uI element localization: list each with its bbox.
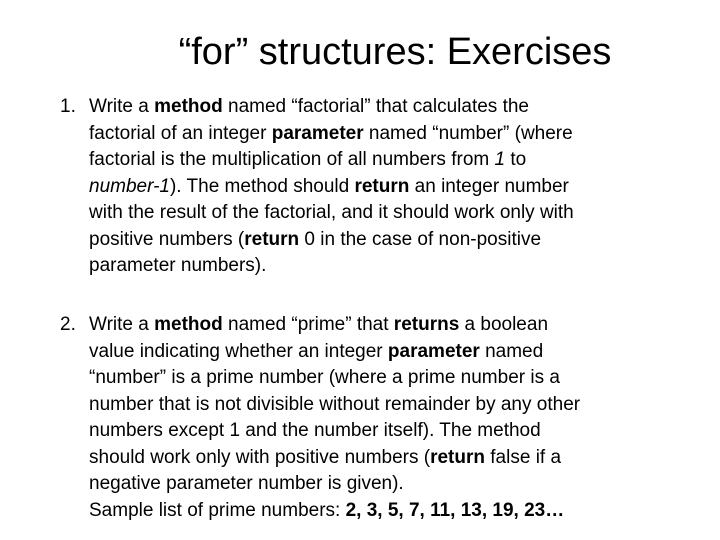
- text-line: factorial of an integer parameter named “number” (where: [89, 122, 573, 144]
- text-line: negative parameter number is given).: [89, 473, 404, 494]
- italic-term: 1: [494, 149, 506, 170]
- bold-term: return: [430, 446, 485, 468]
- text-line: factorial is the multiplication of all numbers from 1 to: [89, 149, 527, 170]
- bold-term: parameter: [387, 340, 480, 362]
- exercise-text: [89, 94, 680, 280]
- exercise-2: [60, 312, 680, 524]
- text-line: Sample list of prime numbers: 2, 3, 5, 7, 11, 13, 19, 23…: [89, 499, 565, 521]
- exercise-1: [60, 94, 680, 280]
- text-line: value indicating whether an integer parameter named: [89, 340, 544, 362]
- text-line: number-1). The method should return an integer number: [89, 175, 569, 197]
- text-line: number that is not divisible without remainder by any other: [89, 393, 581, 415]
- bold-term: 2, 3, 5, 7, 11, 13, 19, 23…: [345, 499, 565, 521]
- text-line: should work only with positive numbers (return false if a: [89, 446, 562, 468]
- text-line: Write a method named “factorial” that calculates the: [89, 96, 529, 117]
- text-line: Write a method named “prime” that returns a boolean: [89, 314, 549, 335]
- italic-term: number-1: [89, 175, 170, 197]
- bold-term: returns: [393, 314, 460, 335]
- bold-term: method: [154, 96, 223, 117]
- text-line: with the result of the factorial, and it should work only with: [89, 202, 574, 223]
- bold-term: parameter: [271, 122, 364, 144]
- bold-term: return: [354, 175, 410, 197]
- slide-title: “for” structures: Exercises: [178, 31, 612, 73]
- text-line: positive numbers (return 0 in the case of non-positive: [89, 228, 542, 250]
- bold-term: return: [244, 228, 300, 250]
- text-line: parameter numbers).: [89, 255, 267, 276]
- exercise-text: [89, 312, 680, 524]
- bold-term: method: [154, 314, 223, 335]
- exercise-number: 1.: [60, 96, 76, 117]
- text-line: “number” is a prime number (where a prime number is a: [89, 367, 560, 388]
- exercise-number: 2.: [60, 314, 76, 335]
- text-line: numbers except 1 and the number itself). The method: [89, 420, 541, 441]
